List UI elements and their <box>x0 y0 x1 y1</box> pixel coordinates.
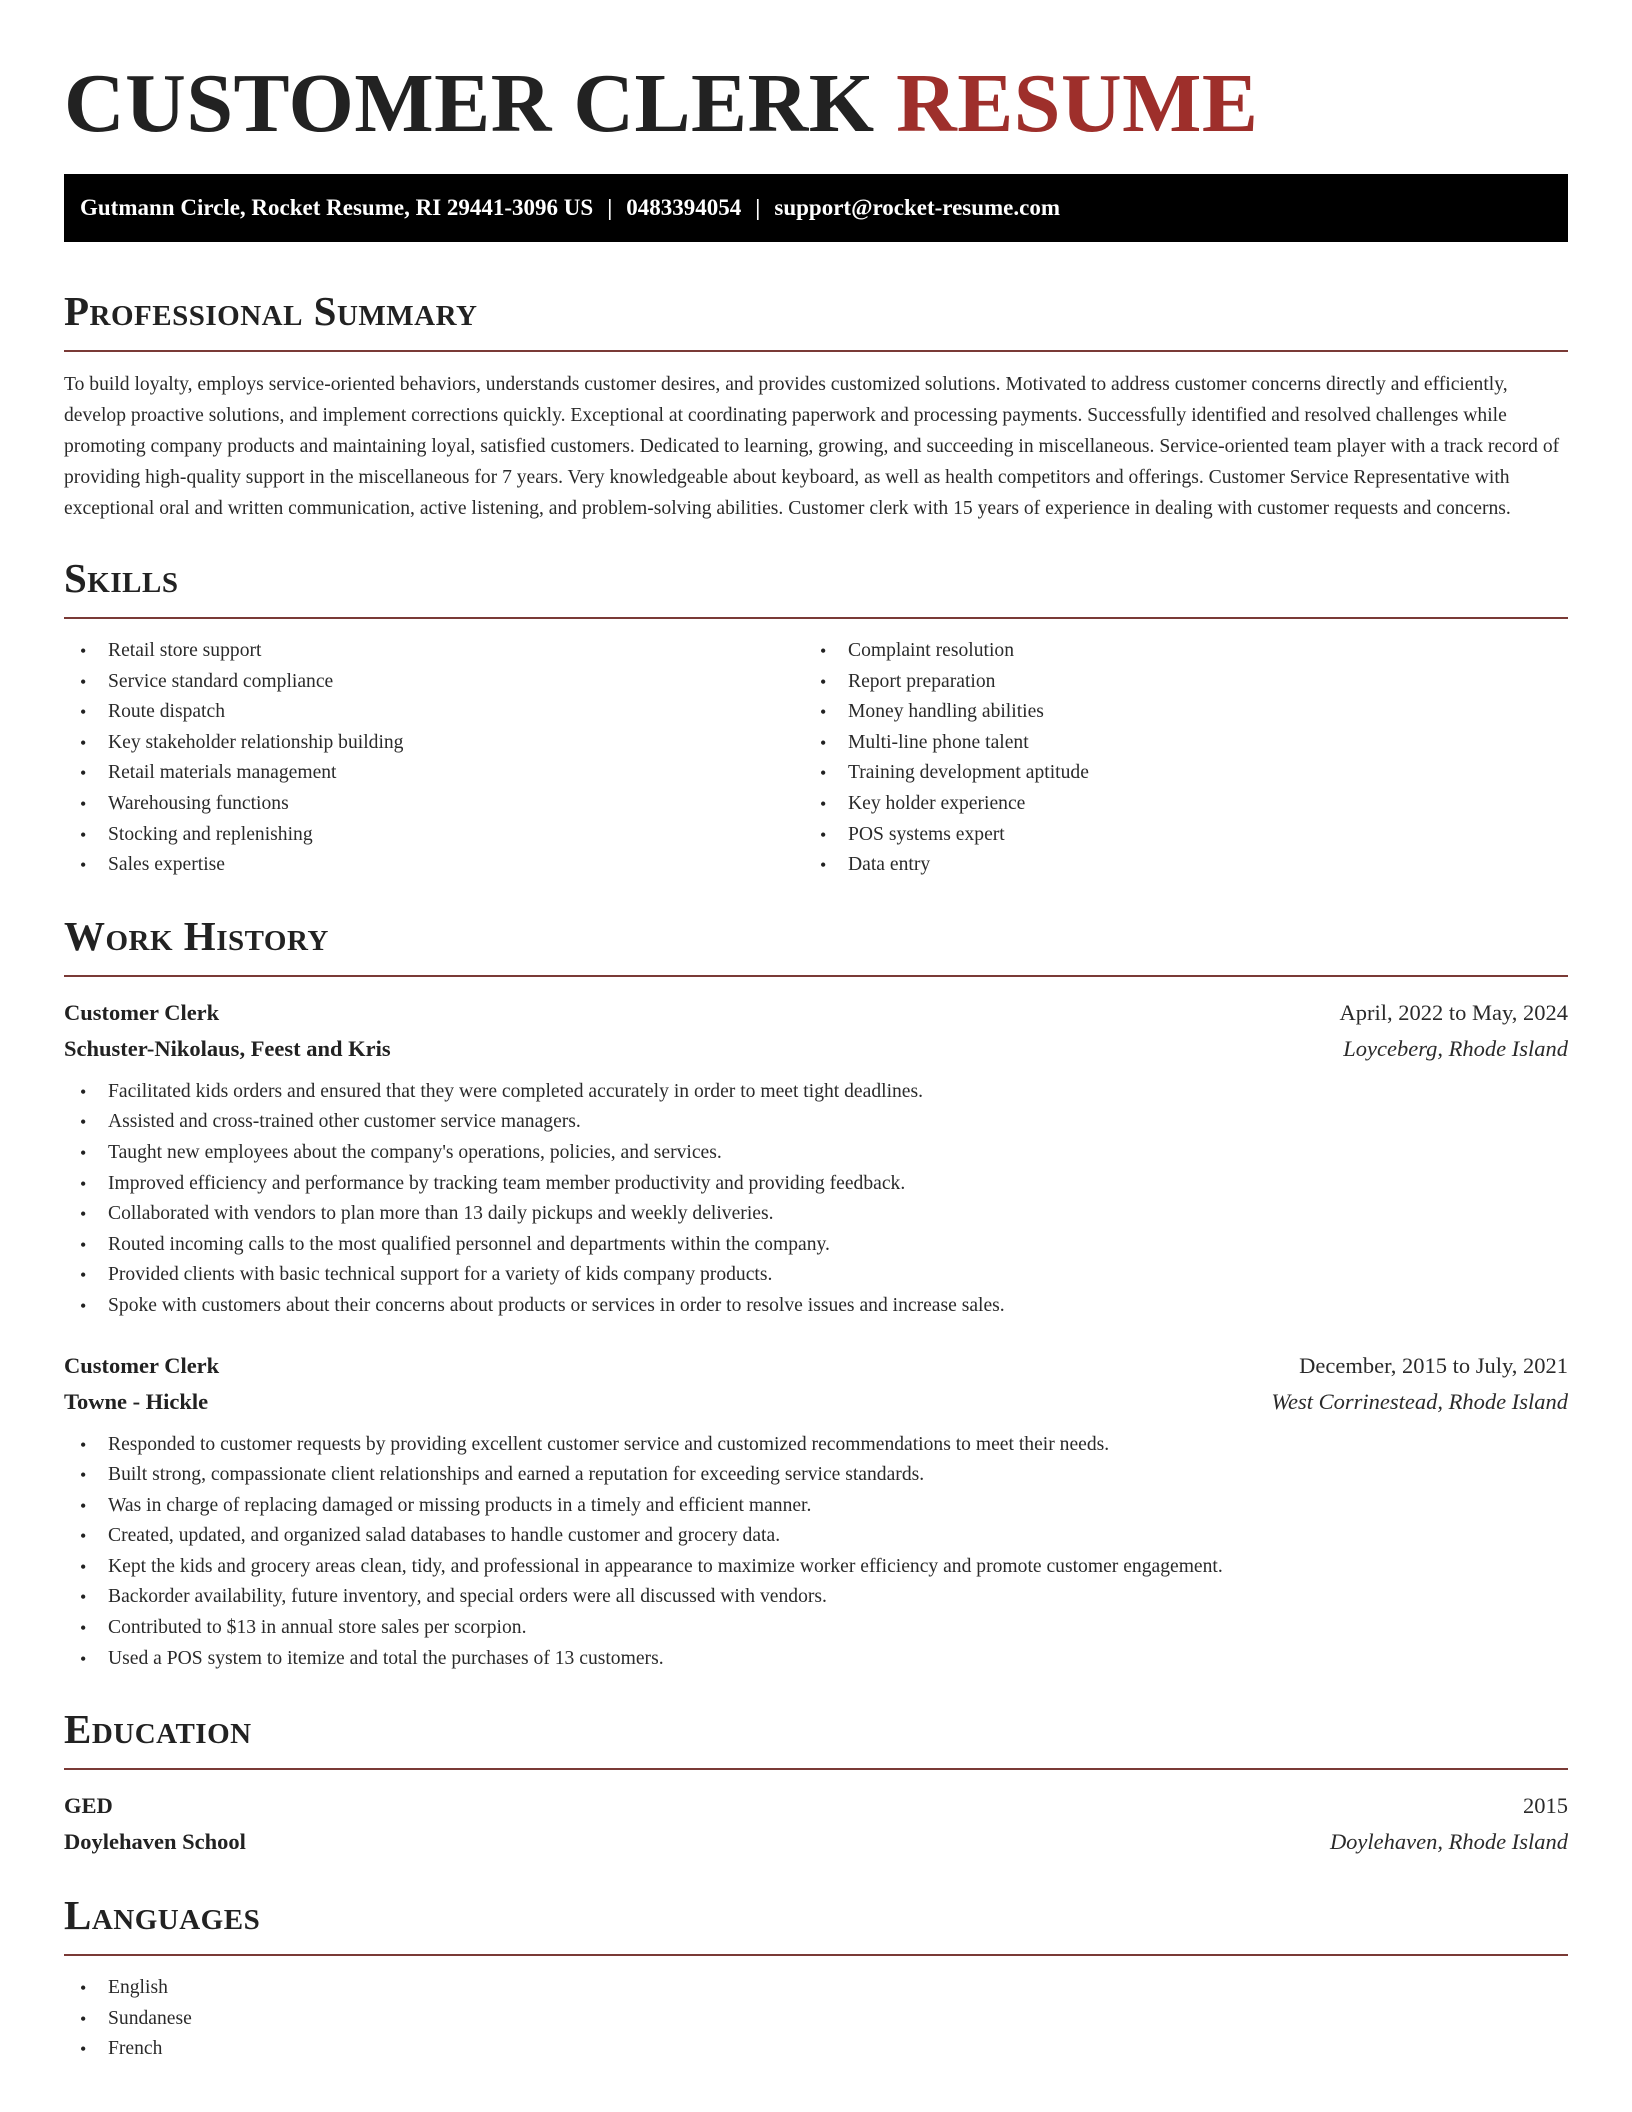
job-duty: • Created, updated, and organized salad databases to handle customer and grocery data. <box>64 1521 1568 1552</box>
job-company-row <box>64 1384 1568 1420</box>
job-duty: • Built strong, compassionate client relationships and earned a reputation for exceeding service standards. <box>64 1460 1568 1491</box>
job-dates: April, 2022 to May, 2024 <box>1339 999 1568 1025</box>
job-duty: • Assisted and cross-trained other customer service managers. <box>64 1107 1568 1138</box>
job-duties-list <box>64 1077 1568 1322</box>
job-entry <box>64 995 1568 1322</box>
section-divider <box>64 617 1568 619</box>
job-duty: • Contributed to $13 in annual store sales per scorpion. <box>64 1613 1568 1644</box>
job-duty: • Taught new employees about the company's operations, policies, and services. <box>64 1138 1568 1169</box>
job-title: Customer Clerk <box>64 1352 220 1378</box>
contact-phone: 0483394054 <box>626 195 742 220</box>
skills-columns <box>64 636 1568 881</box>
job-duty: • Was in charge of replacing damaged or missing products in a timely and efficient manner. <box>64 1491 1568 1522</box>
skill-item: • Warehousing functions <box>64 789 804 820</box>
job-duties-list <box>64 1430 1568 1675</box>
skill-item: • Sales expertise <box>64 850 804 881</box>
contact-bar <box>64 174 1568 242</box>
job-duty: • Backorder availability, future inventory, and special orders were all discussed with vendors. <box>64 1582 1568 1613</box>
job-company: Towne - Hickle <box>64 1388 209 1414</box>
contact-separator: | <box>755 195 761 220</box>
skills-list-right <box>804 636 1544 881</box>
skill-item: • Retail materials management <box>64 758 804 789</box>
job-entry <box>64 1348 1568 1675</box>
education-degree: GED <box>64 1793 113 1819</box>
language-item: • English <box>64 1973 1568 2004</box>
skill-item: • Report preparation <box>804 667 1544 698</box>
skill-item: • Stocking and replenishing <box>64 820 804 851</box>
skill-item: • Money handling abilities <box>804 697 1544 728</box>
contact-email: support@rocket-resume.com <box>774 195 1061 220</box>
job-duty: • Improved efficiency and performance by tracking team member productivity and providing feedback. <box>64 1169 1568 1200</box>
title-main: CUSTOMER CLERK <box>64 57 875 150</box>
education-year: 2015 <box>1523 1793 1568 1819</box>
job-duty: • Provided clients with basic technical support for a variety of kids company products. <box>64 1260 1568 1291</box>
job-duty: • Used a POS system to itemize and total the purchases of 13 customers. <box>64 1644 1568 1675</box>
job-header-row <box>64 1348 1568 1384</box>
education-section <box>64 1704 1568 1860</box>
title-accent: RESUME <box>896 57 1259 150</box>
skill-item: • Complaint resolution <box>804 636 1544 667</box>
contact-separator: | <box>607 195 613 220</box>
skill-item: • Service standard compliance <box>64 667 804 698</box>
languages-list <box>64 1973 1568 2065</box>
summary-section <box>64 286 1568 524</box>
languages-section <box>64 1890 1568 2065</box>
section-divider <box>64 350 1568 352</box>
language-item: • Sundanese <box>64 2004 1568 2035</box>
education-school: Doylehaven School <box>64 1829 246 1855</box>
education-degree-row <box>64 1788 1568 1824</box>
job-title: Customer Clerk <box>64 999 220 1025</box>
summary-heading: Professional Summary <box>64 288 478 334</box>
work-history-section <box>64 911 1568 1675</box>
section-divider <box>64 1768 1568 1770</box>
skill-item: • Key stakeholder relationship building <box>64 728 804 759</box>
skill-item: • POS systems expert <box>804 820 1544 851</box>
section-divider <box>64 975 1568 977</box>
skill-item: • Retail store support <box>64 636 804 667</box>
skill-item: • Training development aptitude <box>804 758 1544 789</box>
job-dates: December, 2015 to July, 2021 <box>1299 1352 1568 1378</box>
job-location: Loyceberg, Rhode Island <box>1343 1035 1568 1061</box>
education-school-row <box>64 1824 1568 1860</box>
skills-heading: Skills <box>64 555 179 601</box>
job-duty: • Collaborated with vendors to plan more than 13 daily pickups and weekly deliveries. <box>64 1199 1568 1230</box>
job-company-row <box>64 1031 1568 1067</box>
skills-list-left <box>64 636 804 881</box>
job-header-row <box>64 995 1568 1031</box>
skill-item: • Route dispatch <box>64 697 804 728</box>
education-heading: Education <box>64 1706 252 1753</box>
education-entry <box>64 1788 1568 1860</box>
language-item: • French <box>64 2034 1568 2065</box>
work-history-heading: Work History <box>64 912 329 959</box>
education-location: Doylehaven, Rhode Island <box>1329 1829 1568 1855</box>
job-duty: • Routed incoming calls to the most qualified personnel and departments within the company. <box>64 1230 1568 1261</box>
skill-item: • Key holder experience <box>804 789 1544 820</box>
job-duty: • Facilitated kids orders and ensured that they were completed accurately in order to meet tight deadlines. <box>64 1077 1568 1108</box>
summary-text: To build loyalty, employs service-oriented behaviors, understands customer desires, and provides customized solutions. Motivated to address customer concerns directly and efficiently, develop proactive solutions, and implement corrections quickly. Exceptional at coordinating paperwork and processing payments. Successfully identified and resolved challenges while promoting company products and maintaining loyal, satisfied customers. Dedicated to learning, growing, and succeeding in miscellaneous. Service-oriented team player with a track record of providing high-quality support in the miscellaneous for 7 years. Very knowledgeable about keyboard, as well as health competitors and offerings. Customer Service Representative with exceptional oral and written communication, active listening, and problem-solving abilities. Customer clerk with 15 years of experience in dealing with customer requests and concerns. <box>64 374 1560 519</box>
contact-address: Gutmann Circle, Rocket Resume, RI 29441-3096 US <box>80 195 594 220</box>
resume-page <box>64 0 1568 2065</box>
job-company: Schuster-Nikolaus, Feest and Kris <box>64 1035 391 1061</box>
section-divider <box>64 1954 1568 1956</box>
skills-section <box>64 553 1568 881</box>
job-duty: • Responded to customer requests by providing excellent customer service and customized recommendations to meet their needs. <box>64 1430 1568 1461</box>
job-duty: • Spoke with customers about their concerns about products or services in order to resolve issues and increase sales. <box>64 1291 1568 1322</box>
job-duty: • Kept the kids and grocery areas clean, tidy, and professional in appearance to maximize worker efficiency and promote customer engagement. <box>64 1552 1568 1583</box>
languages-heading: Languages <box>64 1892 261 1939</box>
job-location: West Corrinestead, Rhode Island <box>1271 1388 1568 1414</box>
skill-item: • Multi-line phone talent <box>804 728 1544 759</box>
skill-item: • Data entry <box>804 850 1544 881</box>
resume-title <box>64 58 1568 150</box>
